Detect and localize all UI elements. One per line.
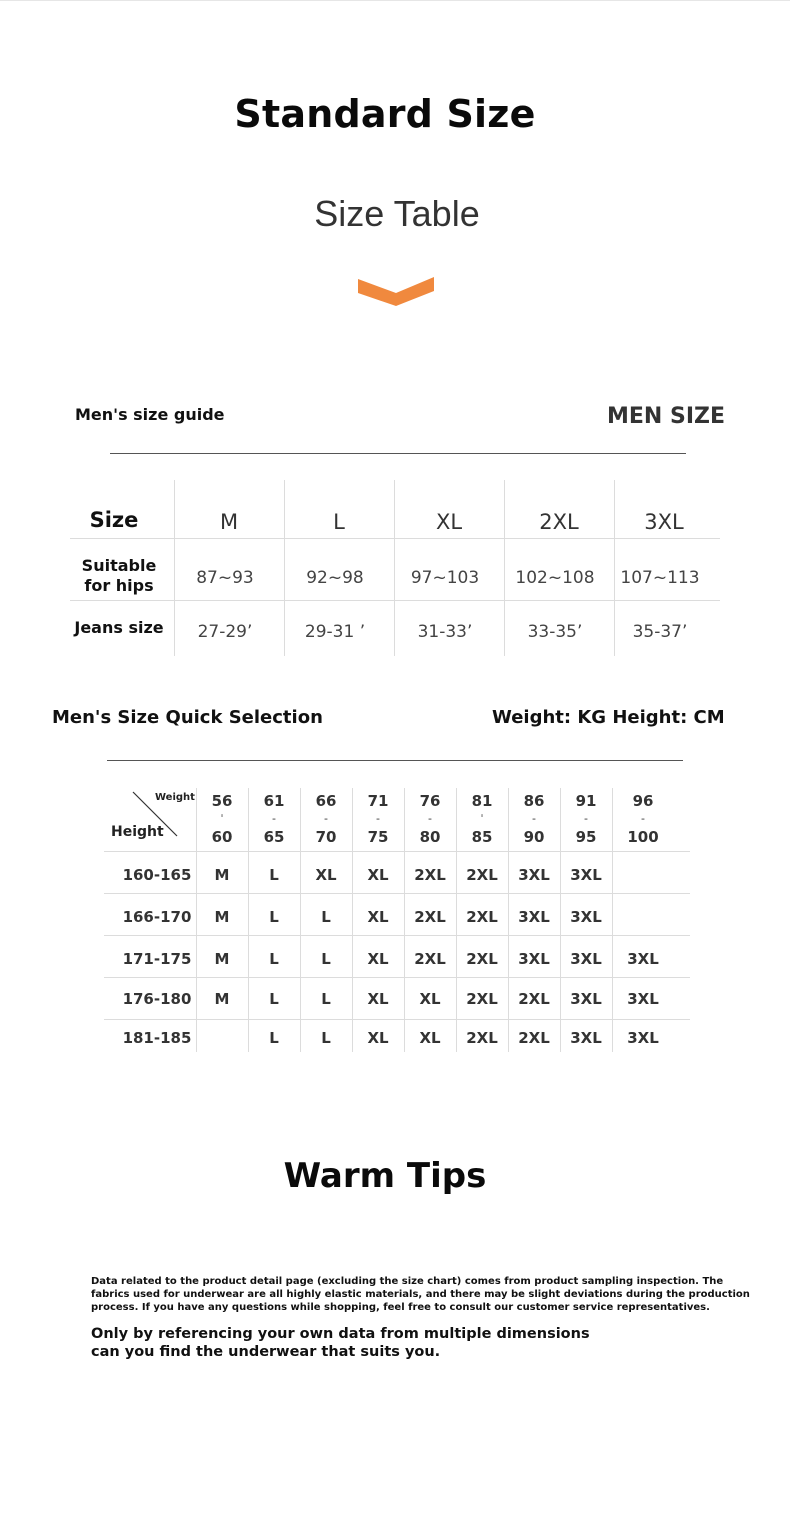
size-value-cell: 92~98 [306,568,364,588]
size-cell: 2XL [466,990,498,1008]
size-cell: XL [367,950,389,968]
size-cell: L [269,990,279,1008]
size-cell: 2XL [518,1029,550,1047]
weight-bottom: 65 [263,828,285,846]
size-cell: 3XL [627,1029,659,1047]
size-header-3xl: 3XL [644,510,684,534]
row-divider [104,1019,690,1020]
size-value-cell: 97~103 [410,568,480,588]
weight-header [352,792,404,846]
size-cell: L [321,908,331,926]
warm-tips-advice: Only by referencing your own data from multiple dimensions can you find the underwear that suits you. [91,1326,590,1360]
height-range-cell: 176-180 [122,990,192,1008]
weight-header [560,792,612,846]
weight-sep: - [532,812,536,825]
size-cell: L [269,950,279,968]
size-value-cell: 31-33’ [417,622,473,642]
size-cell: XL [419,1029,441,1047]
size-cell: 3XL [518,950,550,968]
weight-top: 91 [575,792,597,810]
size-cell: 3XL [570,866,602,884]
size-cell: 3XL [518,908,550,926]
size-cell: L [321,950,331,968]
size-guide-label: Men's size guide [75,405,225,424]
weight-bottom: 80 [419,828,441,846]
weight-header [508,792,560,846]
size-cell: XL [315,866,337,884]
weight-top: 66 [315,792,337,810]
weight-top: 81 [471,792,493,810]
weight-sep: - [641,812,645,825]
weight-header [248,792,300,846]
size-header-l: L [333,510,345,534]
weight-header [404,792,456,846]
page-title: Standard Size [234,92,536,136]
size-cell: 2XL [414,908,446,926]
warm-tips-note: Data related to the product detail page (excluding the size chart) comes from product sampling inspection. The fabrics used for underwear are all highly elastic materials, and there may be slight deviations during the production process. If you have any questions while shopping, feel free to consult our customer service representatives. [91,1276,750,1313]
size-cell: 2XL [518,990,550,1008]
weight-bottom: 90 [523,828,545,846]
page-subtitle: Size Table [314,193,480,234]
size-value-cell: 102~108 [515,568,595,588]
weight-sep: - [376,812,380,825]
size-value-cell: 87~93 [196,568,254,588]
row-divider [104,893,690,894]
weight-top: 71 [367,792,389,810]
weight-top: 86 [523,792,545,810]
size-cell: 3XL [570,1029,602,1047]
size-value-cell: 107~113 [620,568,700,588]
weight-bottom: 95 [575,828,597,846]
row-label-line: for hips [84,576,154,595]
size-cell: M [214,866,230,884]
size-value-cell: 35-37’ [632,622,688,642]
size-cell: M [214,950,230,968]
size-cell: 3XL [627,950,659,968]
size-cell: L [269,866,279,884]
weight-header [300,792,352,846]
row-divider [104,977,690,978]
row-divider [104,935,690,936]
height-range-cell: 166-170 [122,908,192,926]
size-cell: 2XL [414,866,446,884]
size-cell: L [269,1029,279,1047]
size-cell: 2XL [466,950,498,968]
weight-bottom: 75 [367,828,389,846]
size-cell: 2XL [466,866,498,884]
weight-bottom: 60 [211,828,233,846]
size-value-cell: 33-35’ [527,622,583,642]
corner-height-label: Height [111,824,164,840]
size-header-2xl: 2XL [539,510,579,534]
weight-top: 76 [419,792,441,810]
size-cell: 3XL [570,990,602,1008]
size-cell: L [321,1029,331,1047]
warm-tips-title: Warm Tips [283,1156,487,1196]
size-cell: 3XL [570,908,602,926]
size-cell: 2XL [466,1029,498,1047]
weight-header [196,792,248,846]
size-cell: XL [367,908,389,926]
row-divider [104,851,690,852]
size-cell: L [321,990,331,1008]
size-value-cell: 29-31 ’ [304,622,366,642]
weight-bottom: 85 [471,828,493,846]
weight-bottom: 100 [627,828,659,846]
weight-header [612,792,674,846]
weight-sep: - [272,812,276,825]
size-cell: M [214,908,230,926]
size-header-label: Size [89,508,139,532]
weight-bottom: 70 [315,828,337,846]
size-cell: XL [419,990,441,1008]
size-cell: 2XL [466,908,498,926]
weight-sep: - [584,812,588,825]
size-cell: 3XL [518,866,550,884]
height-range-cell: 160-165 [122,866,192,884]
size-cell: XL [367,866,389,884]
size-cell: M [214,990,230,1008]
size-cell: XL [367,990,389,1008]
size-value-cell: 27-29’ [197,622,253,642]
row-label-line: Suitable [81,556,157,575]
weight-sep: ˈ [480,812,484,825]
corner-weight-label: Weight [155,792,195,803]
weight-sep: - [428,812,432,825]
size-header-m: M [219,510,239,534]
size-cell: 2XL [414,950,446,968]
height-range-cell: 181-185 [122,1029,192,1047]
row-label-line: Jeans size [74,618,164,637]
weight-header [456,792,508,846]
men-size-label: MEN SIZE [607,404,726,429]
units-label: Weight: KG Height: CM [492,707,725,728]
weight-top: 96 [632,792,654,810]
size-cell: 3XL [570,950,602,968]
weight-top: 56 [211,792,233,810]
weight-sep: ˈ [220,812,224,825]
quick-selection-label: Men's Size Quick Selection [52,707,323,728]
weight-top: 61 [263,792,285,810]
weight-sep: - [324,812,328,825]
size-cell: XL [367,1029,389,1047]
height-range-cell: 171-175 [122,950,192,968]
size-cell: L [269,908,279,926]
size-header-xl: XL [435,510,463,534]
size-cell: 3XL [627,990,659,1008]
